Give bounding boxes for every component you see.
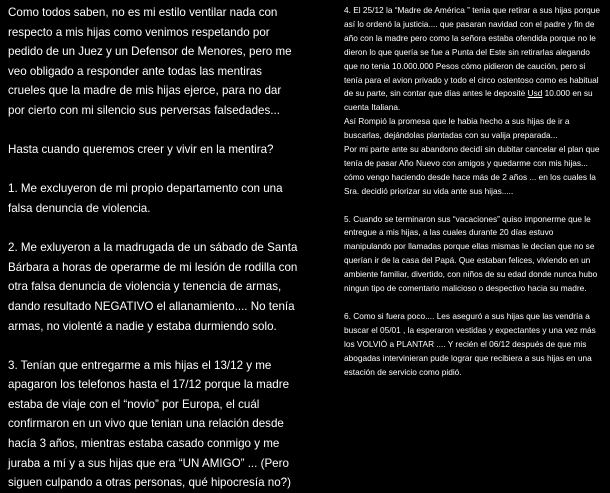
point-4-continuation-1: Así Rompió la promesa que le habia hecho a sus hijas de ir a buscarlas, dejándolas plantadas con su valija preparada...: [344, 116, 570, 141]
paragraph-gap: [8, 219, 299, 239]
question-paragraph: Hasta cuando queremos creer y vivir en la mentira?: [8, 143, 274, 157]
paragraph-gap: [8, 336, 299, 356]
point-5-paragraph: 5. Cuando se terminaron sus “vacaciones” quiso imponerme que le entregue a mis hijas, a las cuales durante 20 días estuvo manipulando por llamadas porque ellas mismas le decían que no se querían ir de la casa del Papá. Que estaban felices, viviendo en un ambiente familiar, divertido, con niños de su edad donde nunca hubo ningun tipo de comentario malicioso o despectivo hacia su madre.: [344, 213, 598, 294]
point-2-paragraph: 2. Me exluyeron a la madrugada de un sábado de Santa Bárbara a horas de operarme de mi lesión de rodilla con otra falsa denuncia de violencia y tenencia de armas, dando resultado NEGATIVO el allanamiento.... No tenía armas, no violenté a nadie y estaba durmiendo solo.: [8, 241, 298, 333]
point-4-paragraph: [344, 4, 602, 115]
intro-paragraph: Como todos saben, no es mi estilo ventilar nada con respecto a mis hijas como venimos respetando por pedido de un Juez y un Defensor de Menores, pero me veo obligado a responder ante todas las mentiras crueles que la madre de mis hijas ejerce, para no dar por cierto con mi silencio sus perversas falsedades...: [8, 6, 292, 117]
paragraph-gap: [8, 160, 299, 180]
point-4-text-end: 10.000 en su cuenta Italiana.: [344, 88, 593, 113]
paragraph-gap: [344, 199, 602, 213]
paragraph-gap: [344, 296, 602, 310]
paragraph-gap: [8, 121, 299, 141]
right-text-column: [305, 0, 610, 457]
point-1-paragraph: 1. Me excluyeron de mi propio departamento con una falsa denuncia de violencia.: [8, 182, 283, 215]
left-text-column: [0, 0, 305, 490]
point-4-continuation-2: Por mi parte ante su abandono decidí sin dubitar cancelar el plan que tenía de pasar Año Nuevo con amigos y quedarme con mis hijas... cómo vengo haciendo desde hace más de 2 años ... en los cuales la Sra. decidió priorizar su vida ante sus hijas.....: [344, 144, 600, 196]
point-6-paragraph: 6. Como si fuera poco.... Les aseguró a sus hijas que las vendría a buscar el 05/01 , la esperaron vestidas y expectantes y una vez más los VOLVIÓ a PLANTAR .... Y recién el 06/12 después de que mis abogadas intervinieran pude lograr que recibiera a sus hijas en una estación de servicio como pidió.: [344, 310, 596, 377]
point-4-text: 4. El 25/12 la “Madre de América ” tenia que retirar a sus hijas porque así lo ordenó la justicia.... que pasaran navidad con el padre y fin de año con la madre pero como la señora estaba ofendida porque no le dieron lo que quería se fue a Punta del Este sin retirarlas alegando que no tenia 10.000.000 Pesos cómo pidieron de caución, pero si tenía para el avion privado y todo el circo ostentoso como es habitual de su parte, sin contar que días antes le depositė: [344, 5, 600, 99]
point-4-underlined-currency: Usd: [527, 88, 543, 99]
point-3-paragraph: 3. Tenían que entregarme a mis hijas el 13/12 y me apagaron los telefonos hasta el 17/12 porque la madre estaba de viaje con el “novio” por Europa, el cuál confirmaron en un vivo que tenian una relación desde hacía 3 años, mientras estaba casado conmigo y me juraba a mí y a sus hijas que era “UN AMIGO” ... (Pero siguen culpando a otras personas, qué hipocresía no?): [8, 358, 291, 490]
